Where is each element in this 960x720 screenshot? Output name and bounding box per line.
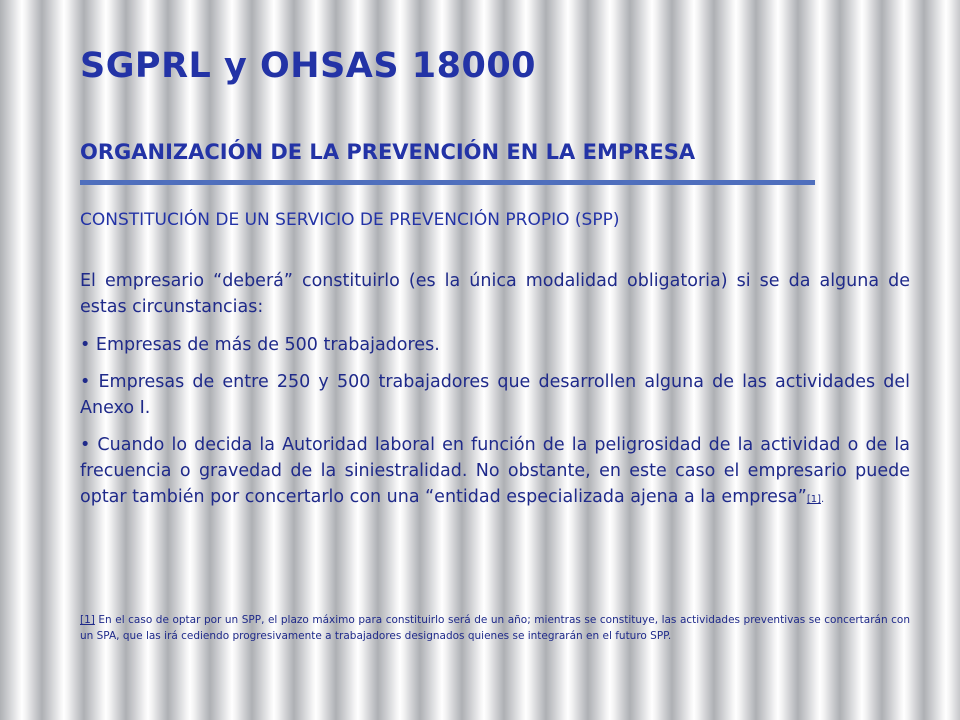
section-heading: CONSTITUCIÓN DE UN SERVICIO DE PREVENCIÓN PROPIO (SPP): [80, 210, 620, 230]
bullet-item-1: • Empresas de más de 500 trabajadores.: [80, 335, 440, 355]
footnote-mark-link[interactable]: [1]: [80, 614, 95, 626]
footnote-reference-link[interactable]: [1]: [806, 494, 822, 505]
bullet-item-2: • Empresas de entre 250 y 500 trabajadores que desarrollen alguna de las actividades del Anexo I.: [80, 372, 910, 418]
intro-paragraph: El empresario “deberá” constituirlo (es la única modalidad obligatoria) si se da alguna de estas circunstancias:: [80, 271, 910, 317]
bullet-item-3: [80, 432, 910, 513]
bullet-item-3-text: • Cuando lo decida la Autoridad laboral en función de la peligrosidad de la actividad o de la frecuencia o gravedad de la siniestralidad. No obstante, en este caso el empresario puede optar también por concertarlo con una “entidad especializada ajena a la empresa”: [80, 435, 910, 507]
slide-subtitle: ORGANIZACIÓN DE LA PREVENCIÓN EN LA EMPRESA: [80, 140, 696, 164]
footnote-text: En el caso de optar por un SPP, el plazo máximo para constituirlo será de un año; mientras se constituye, las actividades preventivas se concertarán con un SPA, que las irá cediendo progresivamente a trabajadores designados quienes se integrarán en el futuro SPP.: [80, 614, 910, 642]
slide-body: [80, 268, 910, 524]
slide-title: SGPRL y OHSAS 18000: [80, 46, 537, 86]
footnote: [80, 612, 910, 644]
title-divider: [80, 180, 815, 185]
footnote-reference-period: .: [821, 494, 825, 505]
